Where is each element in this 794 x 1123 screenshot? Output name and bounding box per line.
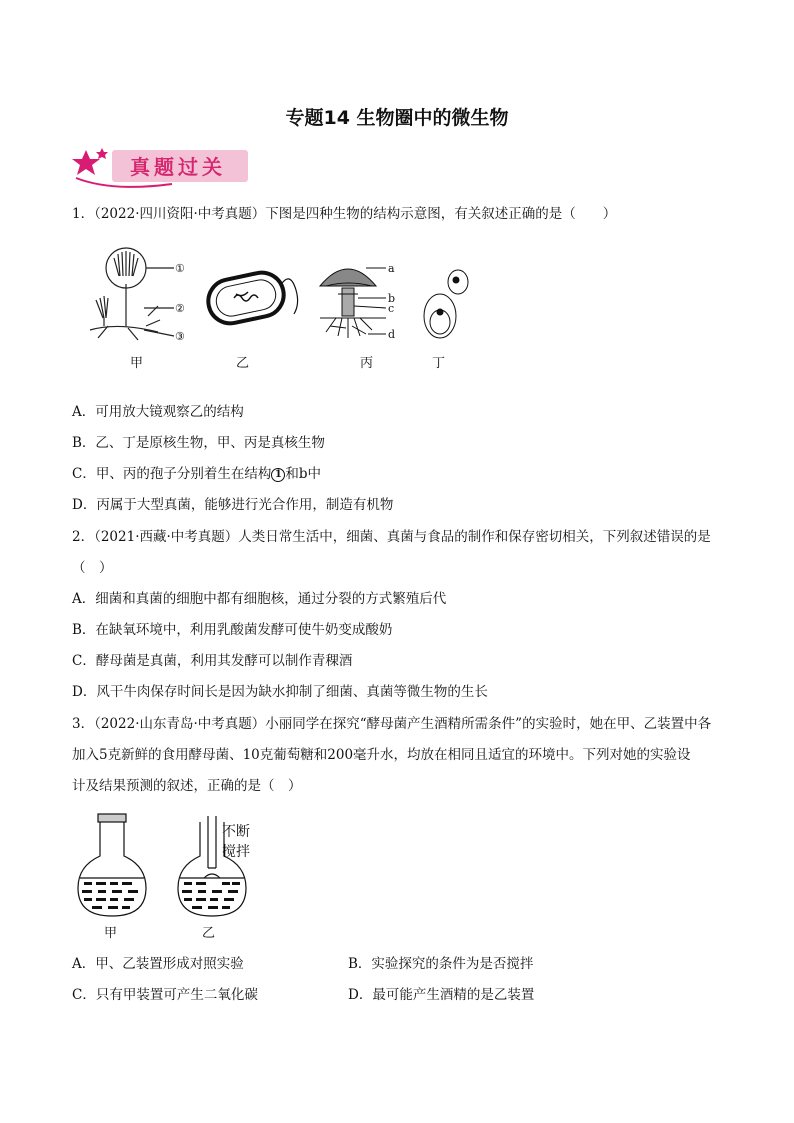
q1-figure-yi	[204, 264, 304, 344]
q1-figure-jia	[88, 246, 198, 350]
fig-label-jia: 甲	[130, 356, 144, 371]
fig-label-ding: 丁	[432, 356, 446, 371]
mark-d: d	[388, 328, 396, 341]
q2-option-b: B．在缺氧环境中，利用乳酸菌发酵可使牛奶变成酸奶	[72, 622, 393, 638]
mark-b: b	[388, 292, 396, 305]
page-title: 专题14 生物圈中的微生物	[285, 107, 509, 129]
fig-label-yi: 乙	[236, 356, 250, 371]
q1-option-d: D．丙属于大型真菌，能够进行光合作用，制造有机物	[72, 497, 394, 513]
fig-label-bing: 丙	[360, 356, 374, 371]
q3-fig-label-yi: 乙	[202, 926, 216, 941]
section-banner	[72, 144, 252, 190]
q2-option-a: A．细菌和真菌的细胞中都有细胞核，通过分裂的方式繁殖后代	[72, 591, 447, 607]
q3-stem-line3: 计及结果预测的叙述，正确的是（ ）	[72, 778, 302, 794]
q1-option-c: C．甲、丙的孢子分别着生在结构 1 和b中	[72, 466, 321, 482]
mark-2: ②	[175, 302, 185, 315]
banner-text: 真题过关	[130, 155, 226, 179]
q1-stem: 1．（2022·四川资阳·中考真题）下图是四种生物的结构示意图，有关叙述正确的是（ ）	[72, 206, 617, 222]
mark-3: ③	[175, 330, 185, 343]
q3-option-b: B．实验探究的条件为是否搅拌	[348, 956, 534, 972]
star-icon	[72, 150, 100, 175]
q2-stem-line1: 2．（2021·西藏·中考真题）人类日常生活中，细菌、真菌与食品的制作和保存密切相关，下列叙述错误的是	[72, 529, 711, 545]
q2-stem-line2: （ ）	[72, 560, 113, 576]
q1-figure-ding	[420, 262, 474, 346]
q3-stem-line1: 3．（2022·山东青岛·中考真题）小丽同学在探究“酵母菌产生酒精所需条件”的实验时，她在甲、乙装置中各	[72, 716, 712, 732]
mark-1: ①	[175, 262, 185, 275]
q1-option-a: A．可用放大镜观察乙的结构	[72, 404, 244, 420]
q3-option-a: A．甲、乙装置形成对照实验	[72, 956, 244, 972]
q1-option-b: B．乙、丁是原核生物，甲、丙是真核生物	[72, 435, 325, 451]
q2-option-d: D．风干牛肉保存时间长是因为缺水抑制了细菌、真菌等微生物的生长	[72, 684, 488, 700]
mark-c: c	[388, 302, 395, 315]
q3-stem-line2: 加入5克新鲜的食用酵母菌、10克葡萄糖和200毫升水，均放在相同且适宜的环境中。下列对她的实验设	[72, 747, 691, 763]
circled-number-1: 1	[271, 468, 285, 482]
q2-option-c: C．酵母菌是真菌，利用其发酵可以制作青稞酒	[72, 653, 353, 669]
banner-graphic	[72, 144, 252, 190]
mark-a: a	[388, 262, 395, 275]
q3-fig-label-jia: 甲	[104, 926, 118, 941]
small-star-icon	[96, 148, 108, 159]
q3-option-d: D．最可能产生酒精的是乙装置	[348, 987, 535, 1003]
q1-figure-bing	[316, 258, 406, 350]
stir-label: 不断 搅拌	[222, 824, 250, 860]
q3-option-c: C．只有甲装置可产生二氧化碳	[72, 987, 258, 1003]
